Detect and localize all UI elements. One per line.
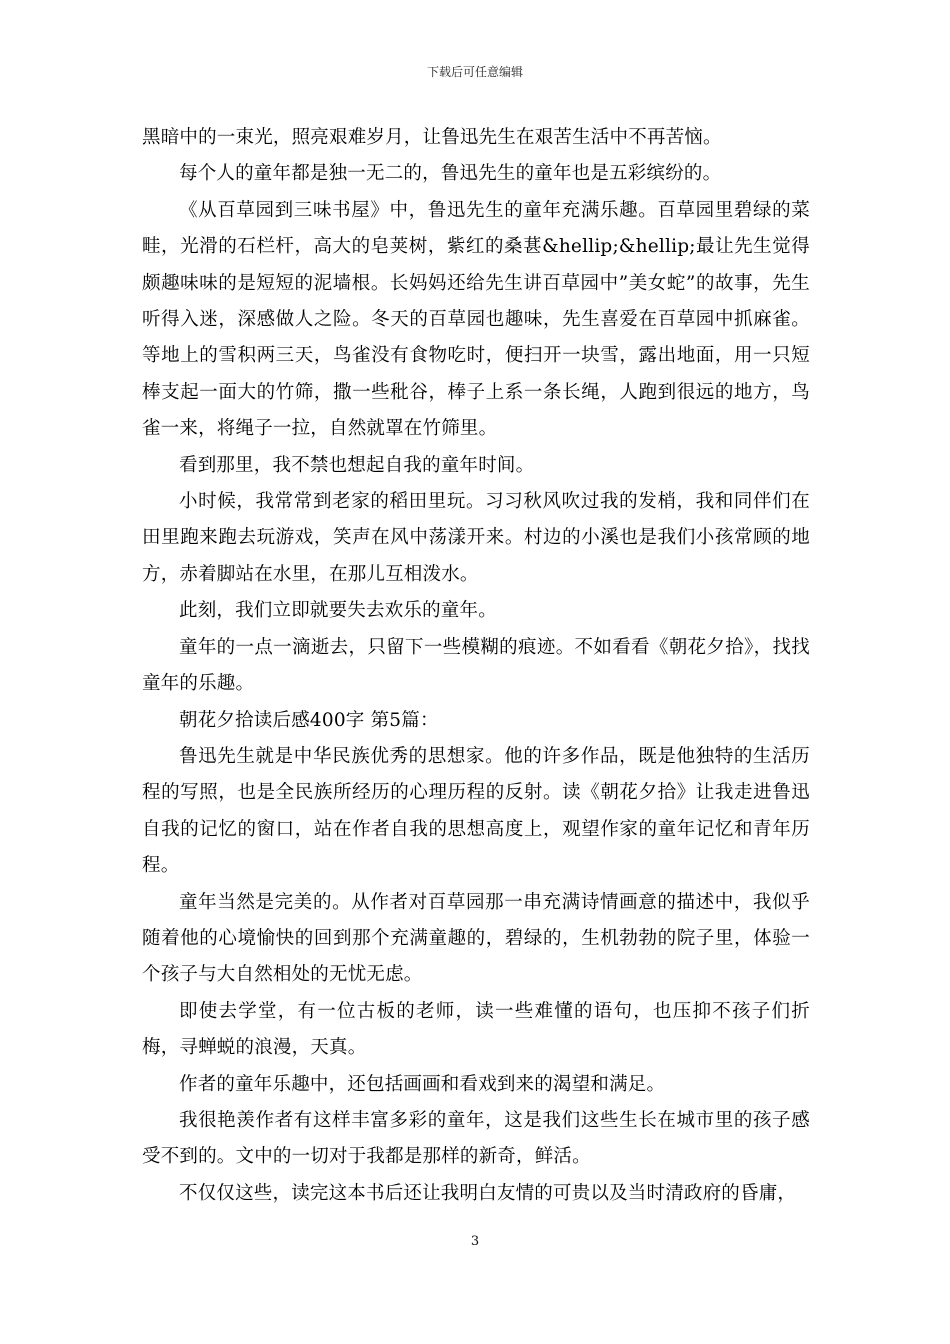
paragraph: 即使去学堂，有一位古板的老师，读一些难懂的语句，也压抑不孩子们折梅，寻蝉蜕的浪漫，天真。 [142,1000,810,1059]
paragraph: 每个人的童年都是独一无二的，鲁迅先生的童年也是五彩缤纷的。 [179,163,722,185]
paragraph: 小时候，我常常到老家的稻田里玩。习习秋风吹过我的发梢，我和同伴们在田里跑来跑去玩游戏，笑声在风中荡漾开来。村边的小溪也是我们小孩常顾的地方，赤着脚站在水里，在那儿互相泼水。 [142,491,810,585]
paragraph: 童年当然是完美的。从作者对百草园那一串充满诗情画意的描述中，我似乎随着他的心境愉快的回到那个充满童趣的，碧绿的，生机勃勃的院子里，体验一个孩子与大自然相处的无忧无虑。 [142,891,810,986]
section-heading: 朝花夕拾读后感400字 第5篇： [179,709,439,731]
paragraph: 此刻，我们立即就要失去欢乐的童年。 [179,600,497,622]
page-number: 3 [470,1234,480,1249]
paragraph: 童年的一点一滴逝去，只留下一些模糊的痕迹。不如看看《朝花夕拾》，找找童年的乐趣。 [142,636,810,695]
document-body [142,120,810,1212]
page-header: 下载后可任意编辑 [426,65,523,79]
paragraph: 看到那里，我不禁也想起自我的童年时间。 [179,454,535,476]
paragraph: 我很艳羡作者有这样丰富多彩的童年，这是我们这些生长在城市里的孩子感受不到的。文中的一切对于我都是那样的新奇，鲜活。 [142,1109,810,1168]
paragraph: 黑暗中的一束光，照亮艰难岁月，让鲁迅先生在艰苦生活中不再苦恼。 [142,127,722,148]
paragraph: 作者的童年乐趣中，还包括画画和看戏到来的渴望和满足。 [179,1073,666,1095]
paragraph: 鲁迅先生就是中华民族优秀的思想家。他的许多作品，既是他独特的生活历程的写照，也是全民族所经历的心理历程的反射。读《朝花夕拾》让我走进鲁迅自我的记忆的窗口，站在作者自我的思想高度上，观望作家的童年记忆和青年历程。 [142,745,810,877]
paragraph: 《从百草园到三味书屋》中，鲁迅先生的童年充满乐趣。百草园里碧绿的菜畦，光滑的石栏杆，高大的皂荚树，紫红的桑葚&hellip;&hellip;最让先生觉得颇趣味味的是短短的泥墙根。长妈妈还给先生讲百草园中”美女蛇”的故事，先生听得入迷，深感做人之险。冬天的百草园也趣味，先生喜爱在百草园中抓麻雀。等地上的雪积两三天，鸟雀没有食物吃时，便扫开一块雪，露出地面，用一只短棒支起一面大的竹筛，撒一些秕谷，棒子上系一条长绳，人跑到很远的地方，鸟雀一来，将绳子一拉，自然就罩在竹筛里。 [142,199,810,440]
paragraph: 不仅仅这些，读完这本书后还让我明白友情的可贵以及当时清政府的昏庸， [179,1182,797,1204]
